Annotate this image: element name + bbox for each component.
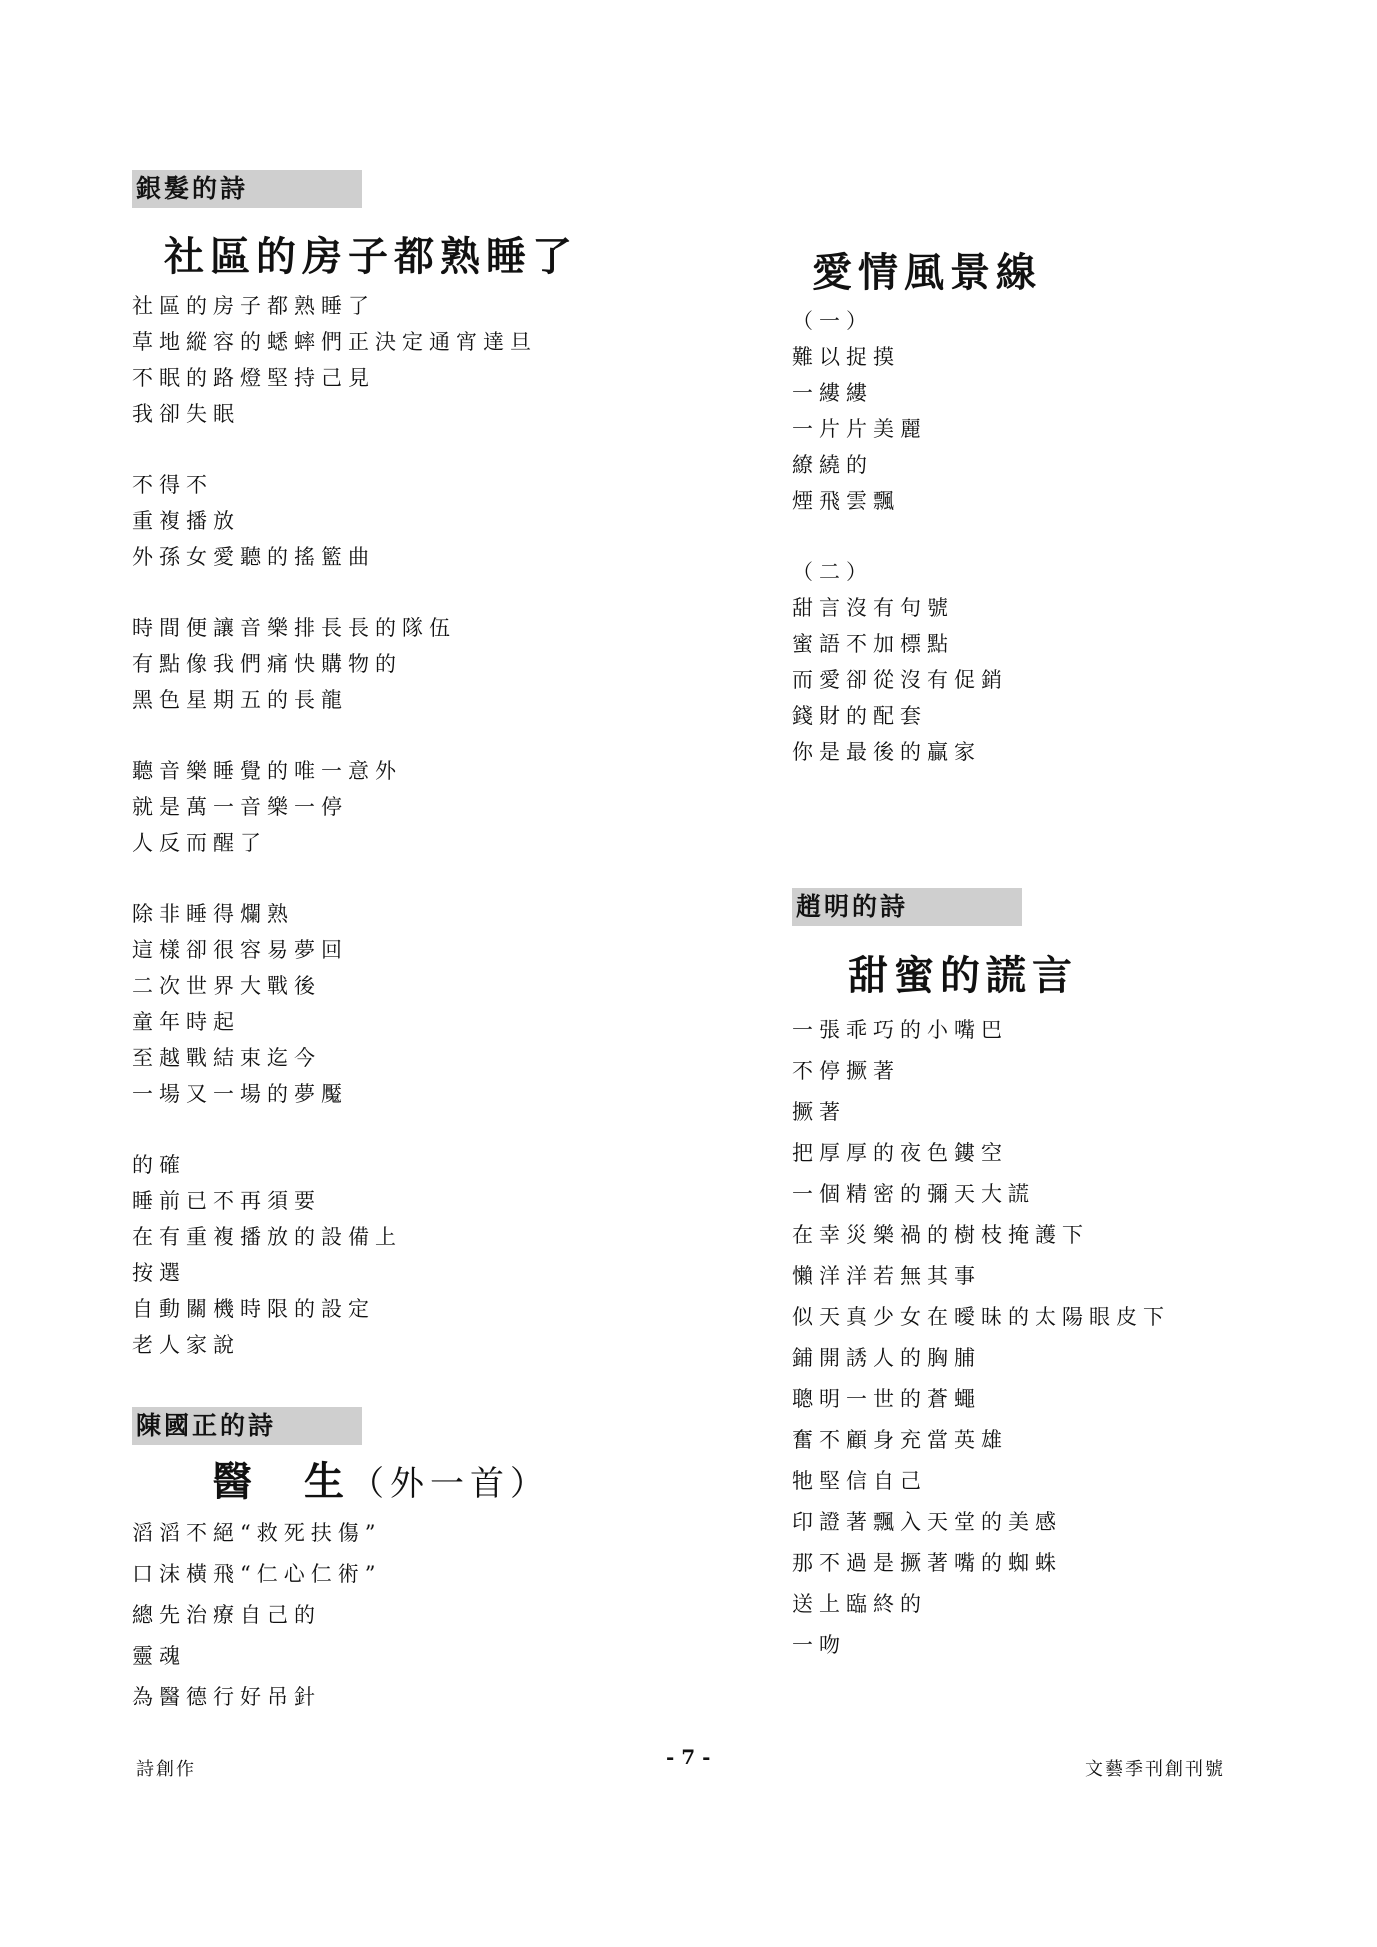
poem-line: 聰明一世的蒼蠅 xyxy=(792,1387,981,1411)
poem-line: 二次世界大戰後 xyxy=(132,974,321,998)
poem-title-doctor-main: 醫 生 xyxy=(212,1458,350,1505)
poem-line: 印證著飄入天堂的美感 xyxy=(792,1510,1062,1534)
poem-line: 撅著 xyxy=(792,1100,846,1124)
poem-line: 煙飛雲飄 xyxy=(792,489,900,513)
poem-line: 把厚厚的夜色鏤空 xyxy=(792,1141,1008,1165)
poem-line: 為醫德行好吊針 xyxy=(132,1685,321,1709)
poem-line: 外孫女愛聽的搖籃曲 xyxy=(132,545,375,569)
poem-line: 人反而醒了 xyxy=(132,831,267,855)
poem-line: 在有重複播放的設備上 xyxy=(132,1225,402,1249)
right-column xyxy=(792,245,1312,1666)
poem-line: 社區的房子都熟睡了 xyxy=(132,294,375,318)
poem-line: 在幸災樂禍的樹枝掩護下 xyxy=(792,1223,1089,1247)
section-tag-zhao-ming: 趙明的詩 xyxy=(792,888,1022,926)
poem-line: 送上臨終的 xyxy=(792,1592,927,1616)
poem-title-doctor xyxy=(212,1455,652,1509)
poem-line: 童年時起 xyxy=(132,1010,240,1034)
poem-line: 至越戰結束迄今 xyxy=(132,1046,321,1070)
poem-line: 蜜語不加標點 xyxy=(792,632,954,656)
poem-line: 有點像我們痛快購物的 xyxy=(132,652,402,676)
poem-title-doctor-sub: （外一首） xyxy=(350,1464,550,1504)
poem-line: 這樣卻很容易夢回 xyxy=(132,938,348,962)
poem-line: 靈魂 xyxy=(132,1644,186,1668)
poem-line: 一張乖巧的小嘴巴 xyxy=(792,1018,1008,1042)
poem-body-community xyxy=(132,288,652,1363)
poem-line: 而愛卻從沒有促銷 xyxy=(792,668,1008,692)
poem-line: 的確 xyxy=(132,1153,186,1177)
poem-line: 鋪開誘人的胸脯 xyxy=(792,1346,981,1370)
poem-line: 自動關機時限的設定 xyxy=(132,1297,375,1321)
stanza xyxy=(132,610,652,718)
poem-line: 繚繞的 xyxy=(792,453,873,477)
part-label: （一） xyxy=(792,309,873,333)
left-column xyxy=(132,170,652,1718)
poem-line: 那不過是撅著嘴的蜘蛛 xyxy=(792,1551,1062,1575)
poem-line: 滔滔不絕“救死扶傷” xyxy=(132,1521,382,1545)
poem-line: 一個精密的彌天大謊 xyxy=(792,1182,1035,1206)
poem-body-love-scenery xyxy=(792,303,1312,770)
stanza xyxy=(792,554,1312,770)
poem-body-doctor xyxy=(132,1513,652,1718)
poem-line: 牠堅信自己 xyxy=(792,1469,927,1493)
poem-line: 聽音樂睡覺的唯一意外 xyxy=(132,759,402,783)
poem-line: 錢財的配套 xyxy=(792,704,927,728)
poem-line: 草地縱容的蟋蟀們正決定通宵達旦 xyxy=(132,330,537,354)
poem-line: 就是萬一音樂一停 xyxy=(132,795,348,819)
poem-line: 似天真少女在曖昧的太陽眼皮下 xyxy=(792,1305,1170,1329)
poem-line: 按選 xyxy=(132,1261,186,1285)
poem-line: 我卻失眠 xyxy=(132,402,240,426)
poem-line: 除非睡得爛熟 xyxy=(132,902,294,926)
section-tag-chen-guozheng: 陳國正的詩 xyxy=(132,1407,362,1445)
poem-line: 你是最後的贏家 xyxy=(792,740,981,764)
stanza xyxy=(792,303,1312,519)
footer-section-label: 詩創作 xyxy=(136,1759,196,1780)
stanza xyxy=(132,1147,652,1363)
poem-title-community: 社區的房子都熟睡了 xyxy=(164,233,578,280)
poem-line: 不得不 xyxy=(132,473,213,497)
stanza xyxy=(132,467,652,575)
poem-line: 一場又一場的夢魘 xyxy=(132,1082,348,1106)
poem-line: 重複播放 xyxy=(132,509,240,533)
poem-line: 睡前已不再須要 xyxy=(132,1189,321,1213)
poem-line: 總先治療自己的 xyxy=(132,1603,321,1627)
poem-line: 不眠的路燈堅持己見 xyxy=(132,366,375,390)
poem-line: 一縷縷 xyxy=(792,381,873,405)
poem-title-love-scenery: 愛情風景線 xyxy=(812,249,1042,296)
stanza xyxy=(132,753,652,861)
poem-line: 奮不顧身充當英雄 xyxy=(792,1428,1008,1452)
poem-line: 甜言沒有句號 xyxy=(792,596,954,620)
poem-line: 口沫橫飛“仁心仁術” xyxy=(132,1562,382,1586)
poem-line: 難以捉摸 xyxy=(792,345,900,369)
poem-line: 黑色星期五的長龍 xyxy=(132,688,348,712)
poem-title-sweet-lie: 甜蜜的謊言 xyxy=(848,952,1078,999)
poem-line: 老人家說 xyxy=(132,1333,240,1357)
poem-body-sweet-lie xyxy=(792,1010,1312,1666)
poem-line: 不停撅著 xyxy=(792,1059,900,1083)
poem-line: 懶洋洋若無其事 xyxy=(792,1264,981,1288)
poem-line: 一片片美麗 xyxy=(792,417,927,441)
page-number: - 7 - xyxy=(666,1745,711,1769)
poem-line: 時間便讓音樂排長長的隊伍 xyxy=(132,616,456,640)
footer-publication-name: 文藝季刊創刊號 xyxy=(1085,1759,1225,1780)
part-label: （二） xyxy=(792,560,873,584)
stanza xyxy=(132,288,652,432)
section-tag-silver-hair: 銀髮的詩 xyxy=(132,170,362,208)
poem-line: 一吻 xyxy=(792,1633,846,1657)
stanza xyxy=(132,896,652,1112)
